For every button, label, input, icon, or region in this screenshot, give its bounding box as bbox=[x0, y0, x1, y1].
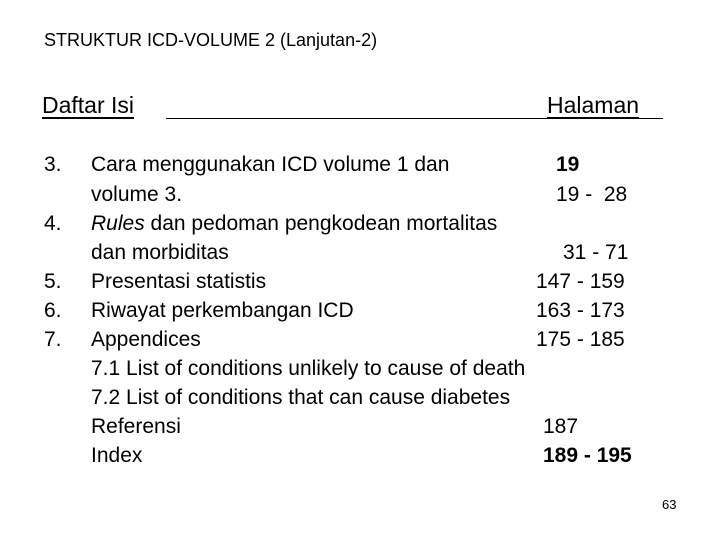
toc-item-number: 3. bbox=[44, 153, 62, 176]
slide-title: STRUKTUR ICD-VOLUME 2 (Lanjutan-2) bbox=[44, 30, 378, 50]
toc-item-text-continued: dan morbiditas bbox=[91, 241, 229, 264]
toc-subitem: 7.1 List of conditions unlikely to cause of death bbox=[91, 357, 526, 380]
toc-item-number: 4. bbox=[44, 212, 62, 235]
toc-item-number: 5. bbox=[44, 270, 62, 293]
toc-item-page-range: 147 - 159 bbox=[536, 270, 625, 293]
toc-item-number: 7. bbox=[44, 328, 62, 351]
toc-page-heading: Halaman bbox=[547, 92, 640, 118]
slide-number: 63 bbox=[662, 497, 677, 512]
toc-extra-page: 187 bbox=[543, 415, 579, 438]
toc-item-page-range: 31 - 71 bbox=[563, 241, 629, 264]
toc-item-text-continued: volume 3. bbox=[91, 183, 183, 206]
toc-item-text: Appendices bbox=[91, 328, 201, 351]
toc-item-text bbox=[91, 211, 497, 237]
toc-item-text: Presentasi statistis bbox=[91, 270, 267, 293]
toc-heading: Daftar Isi bbox=[42, 92, 135, 118]
toc-subitem: 7.2 List of conditions that can cause diabetes bbox=[91, 386, 511, 409]
toc-item-text: Riwayat perkembangan ICD bbox=[91, 299, 354, 322]
toc-extra-page: 189 - 195 bbox=[543, 444, 632, 467]
toc-item-text: Cara menggunakan ICD volume 1 dan bbox=[91, 153, 450, 176]
toc-extra-text: Referensi bbox=[91, 415, 181, 438]
toc-item-text-italic: Rules bbox=[91, 212, 145, 235]
toc-item-number: 6. bbox=[44, 299, 62, 322]
toc-extra-text: Index bbox=[91, 444, 143, 467]
toc-item-page-range: 175 - 185 bbox=[536, 328, 625, 351]
toc-item-page-range: 19 - 28 bbox=[556, 183, 628, 206]
toc-item-text-rest: dan pedoman pengkodean mortalitas bbox=[144, 212, 498, 235]
toc-item-page: 19 bbox=[556, 153, 580, 176]
toc-item-page-range: 163 - 173 bbox=[536, 299, 625, 322]
